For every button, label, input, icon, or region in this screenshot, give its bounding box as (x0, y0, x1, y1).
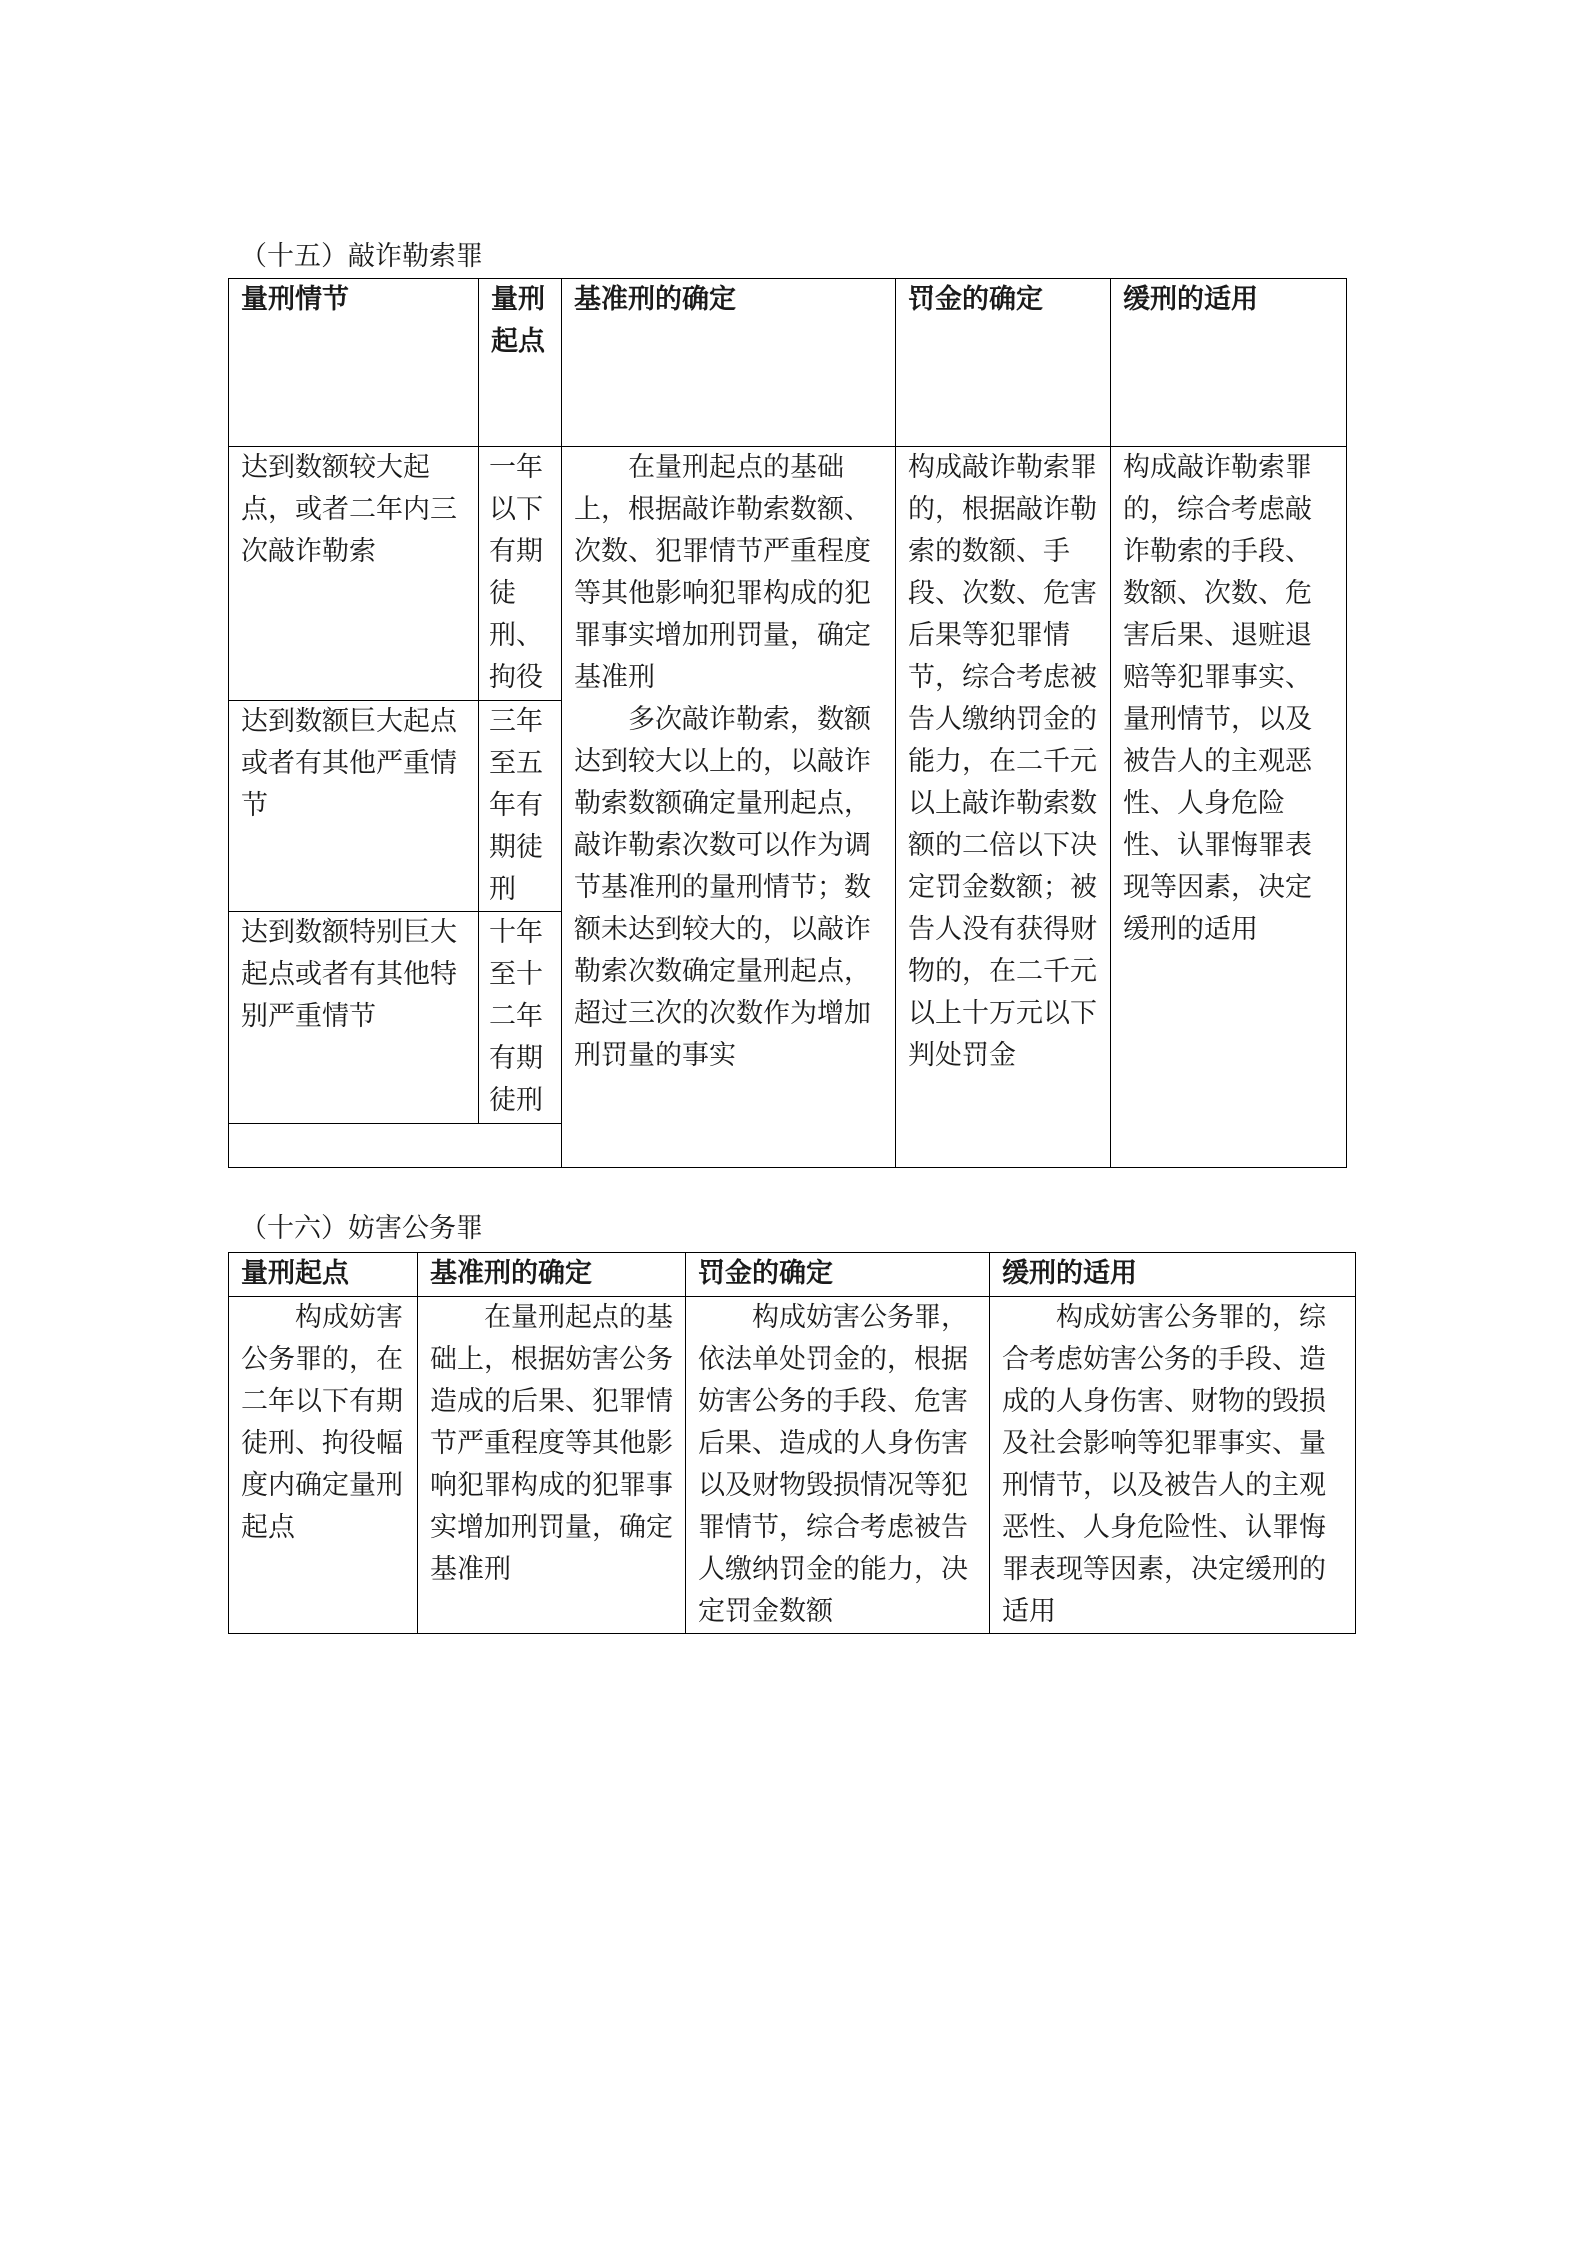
circumstance-cell: 达到数额巨大起点或者有其他严重情节 (229, 701, 479, 912)
section-16-title: （十六）妨害公务罪 (240, 1213, 483, 1244)
fine-cell: 构成敲诈勒索罪的，根据敲诈勒索的数额、手段、次数、危害后果等犯罪情节，综合考虑被告人缴纳罚金的能力，在二千元以上敲诈勒索数额的二倍以下决定罚金数额；被告人没有获得财物的，在二千元以上十万元以下判处罚金 (896, 447, 1111, 1168)
probation-cell: 构成敲诈勒索罪的，综合考虑敲诈勒索的手段、数额、次数、危害后果、退赃退赔等犯罪事实、量刑情节，以及被告人的主观恶性、人身危险性、认罪悔罪表现等因素，决定缓刑的适用 (1111, 447, 1347, 1168)
header-fine: 罚金的确定 (896, 279, 1111, 447)
header-fine: 罚金的确定 (686, 1253, 990, 1297)
starting-point-cell: 一年以下有期徒刑、拘役 (479, 447, 562, 701)
baseline-paragraph: 在量刑起点的基础上，根据敲诈勒索数额、次数、犯罪情节严重程度等其他影响犯罪构成的犯罪事实增加刑罚量，确定基准刑 (574, 452, 871, 693)
circumstance-cell: 达到数额较大起点，或者二年内三次敲诈勒索 (229, 447, 479, 701)
header-circumstance: 量刑情节 (229, 279, 479, 447)
header-starting-point: 量刑起点 (229, 1253, 418, 1297)
empty-cell (229, 1124, 562, 1168)
baseline-paragraph: 多次敲诈勒索，数额达到较大以上的，以敲诈勒索数额确定量刑起点，敲诈勒索次数可以作为调节基准刑的量刑情节；数额未达到较大的，以敲诈勒索次数确定量刑起点，超过三次的次数作为增加刑罚量的事实 (574, 704, 871, 1071)
obstruction-sentencing-table (228, 1252, 1356, 1634)
circumstance-cell: 达到数额特别巨大起点或者有其他特别严重情节 (229, 912, 479, 1124)
section-15-title: （十五）敲诈勒索罪 (240, 241, 483, 272)
fine-cell: 构成妨害公务罪，依法单处罚金的，根据妨害公务的手段、危害后果、造成的人身伤害以及财物毁损情况等犯罪情节，综合考虑被告人缴纳罚金的能力，决定罚金数额 (686, 1297, 990, 1634)
starting-point-cell: 三年至五年有期徒刑 (479, 701, 562, 912)
header-probation: 缓刑的适用 (1111, 279, 1347, 447)
baseline-cell (562, 447, 896, 1168)
baseline-cell: 在量刑起点的基础上，根据妨害公务造成的后果、犯罪情节严重程度等其他影响犯罪构成的犯罪事实增加刑罚量，确定基准刑 (418, 1297, 686, 1634)
extortion-sentencing-table (228, 278, 1347, 1168)
starting-point-cell: 构成妨害公务罪的，在二年以下有期徒刑、拘役幅度内确定量刑起点 (229, 1297, 418, 1634)
header-probation: 缓刑的适用 (990, 1253, 1356, 1297)
header-starting-point: 量刑起点 (479, 279, 562, 447)
probation-cell: 构成妨害公务罪的，综合考虑妨害公务的手段、造成的人身伤害、财物的毁损及社会影响等犯罪事实、量刑情节，以及被告人的主观恶性、人身危险性、认罪悔罪表现等因素，决定缓刑的适用 (990, 1297, 1356, 1634)
header-baseline: 基准刑的确定 (562, 279, 896, 447)
header-baseline: 基准刑的确定 (418, 1253, 686, 1297)
starting-point-cell: 十年至十二年有期徒刑 (479, 912, 562, 1124)
